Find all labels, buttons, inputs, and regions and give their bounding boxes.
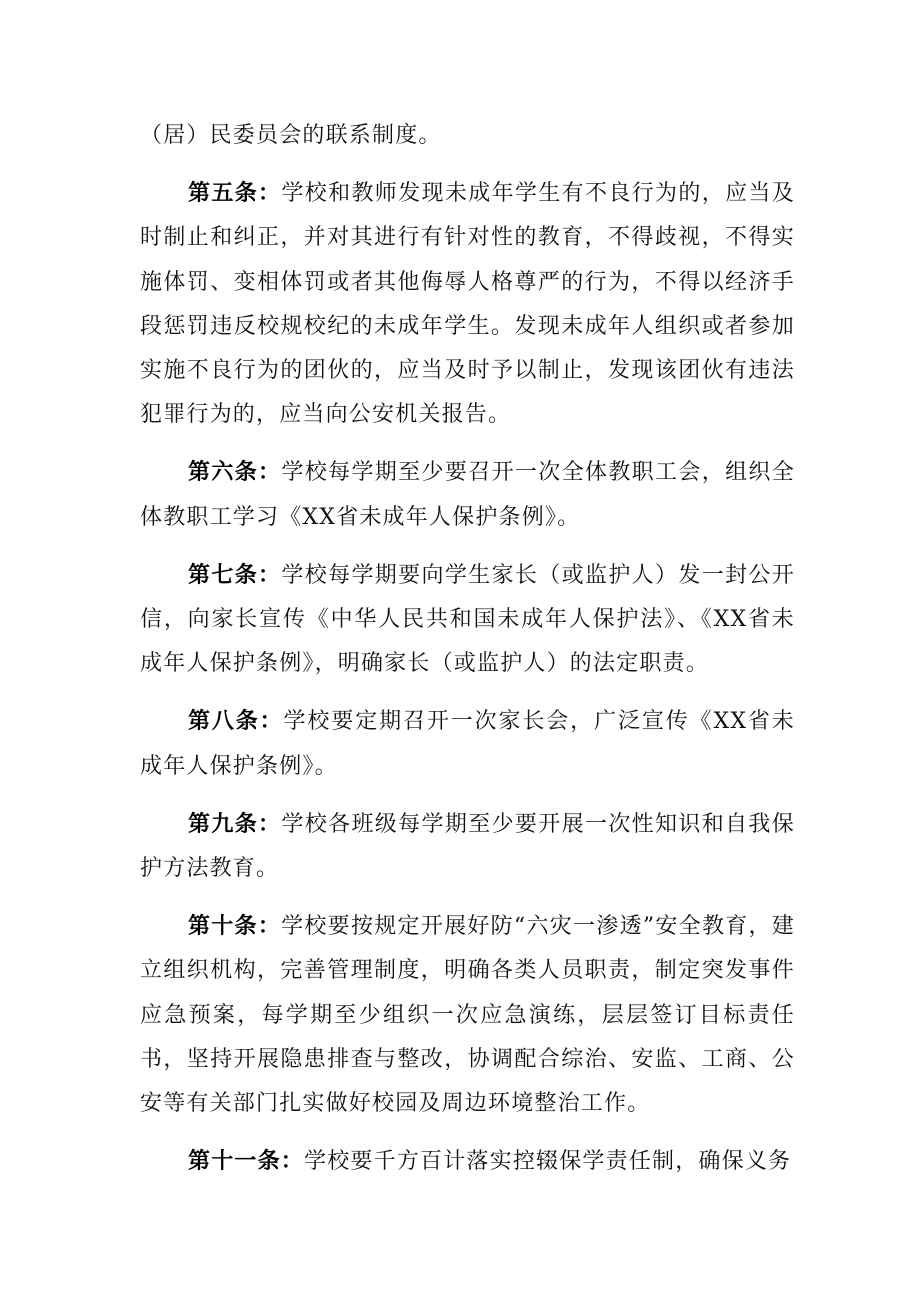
article-6-label: 第六条： xyxy=(188,459,282,486)
article-6 xyxy=(140,450,795,539)
paragraph-continuation xyxy=(140,114,795,158)
article-5-text: 学校和教师发现未成年学生有不良行为的，应当及时制止和纠正，并对其进行有针对性的教育，不得歧视，不得实施体罚、变相体罚或者其他侮辱人格尊严的行为，不得以经济手段惩罚违反校规校纪的未成年学生。发现未成年人组织或者参加实施不良行为的团伙的，应当及时予以制止，发现该团伙有违法犯罪行为的，应当向公安机关报告。 xyxy=(140,181,795,428)
article-9 xyxy=(140,802,795,891)
article-7 xyxy=(140,553,795,687)
article-8-label: 第八条： xyxy=(188,708,284,735)
paragraph-text: （居）民委员会的联系制度。 xyxy=(140,123,442,148)
article-11-label: 第十一条： xyxy=(188,1148,305,1175)
article-10 xyxy=(140,904,795,1126)
article-8 xyxy=(140,699,795,788)
article-7-text: 学校每学期要向学生家长（或监护人）发一封公开信，向家长宣传《中华人民共和国未成年人保护法》、《XX省未成年人保护条例》，明确家长（或监护人）的法定职责。 xyxy=(140,562,795,677)
article-9-text: 学校各班级每学期至少要开展一次性知识和自我保护方法教育。 xyxy=(140,811,795,882)
article-9-label: 第九条： xyxy=(188,810,282,837)
article-8-text: 学校要定期召开一次家长会，广泛宣传《XX省未成年人保护条例》。 xyxy=(140,709,795,779)
article-7-label: 第七条： xyxy=(188,561,282,588)
article-5-label: 第五条： xyxy=(188,180,282,207)
article-10-text: 学校要按规定开展好防“六灾一渗透”安全教育，建立组织机构，完善管理制度，明确各类人员职责，制定突发事件应急预案，每学期至少组织一次应急演练，层层签订目标责任书，坚持开展隐患排查与整改，协调配合综治、安监、工商、公安等有关部门扎实做好校园及周边环境整治工作。 xyxy=(140,914,795,1117)
article-10-label: 第十条： xyxy=(188,913,282,940)
article-11-text: 学校要千方百计落实控辍保学责任制，确保义务 xyxy=(304,1149,792,1175)
article-6-text: 学校每学期至少要召开一次全体教职工会，组织全体教职工学习《XX省未成年人保护条例》。 xyxy=(140,460,795,530)
article-11 xyxy=(140,1139,795,1184)
document-body xyxy=(140,114,795,1197)
article-5 xyxy=(140,171,795,437)
